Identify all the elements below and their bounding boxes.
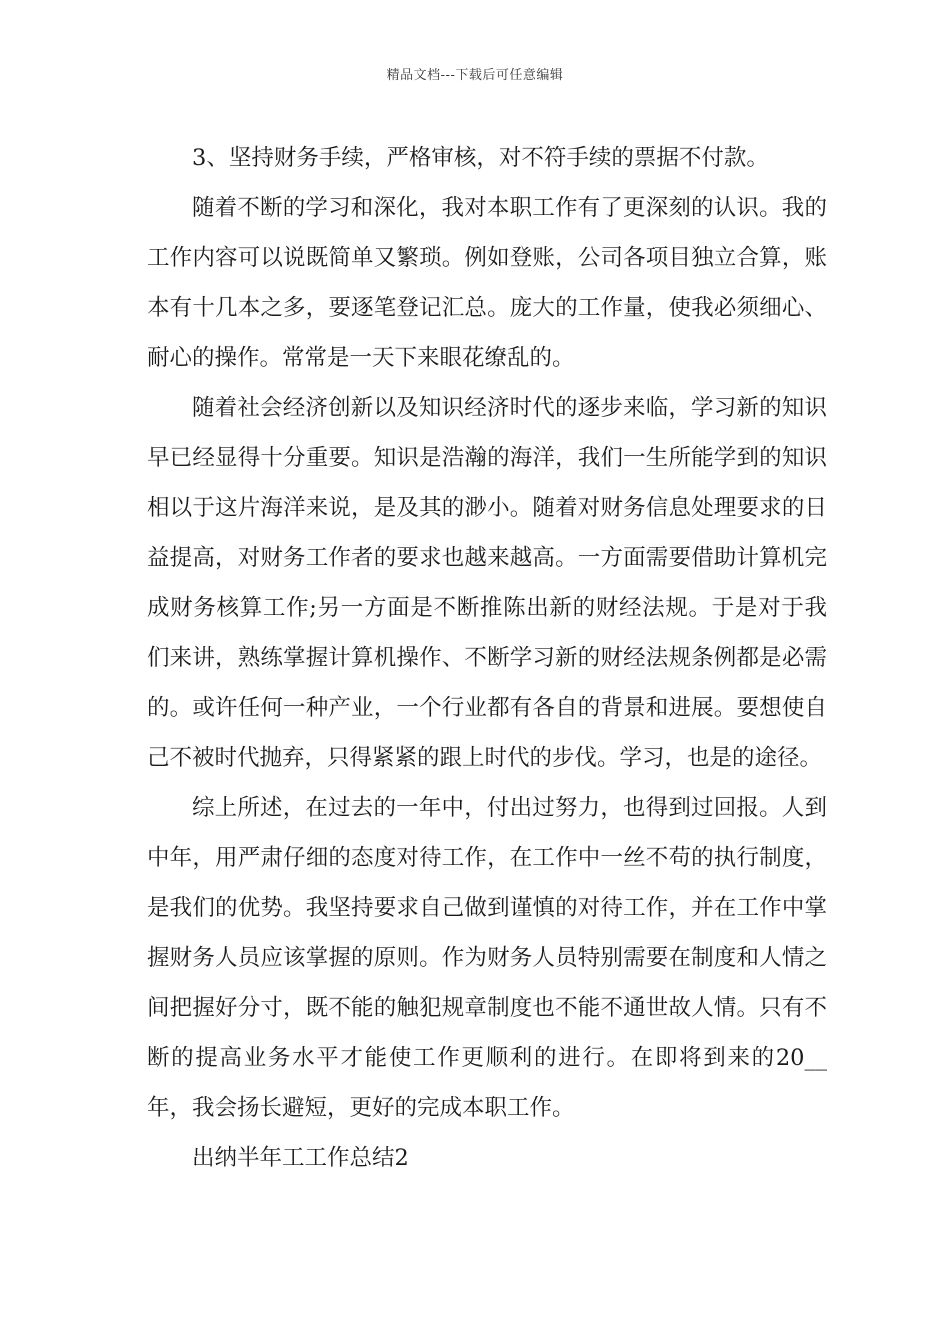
document-body	[147, 133, 827, 1183]
paragraph-2: 随着不断的学习和深化，我对本职工作有了更深刻的认识。我的工作内容可以说既简单又繁琐。例如登账，公司各项目独立合算，账本有十几本之多，要逐笔登记汇总。庞大的工作量，使我必须细心、耐心的操作。常常是一天下来眼花缭乱的。	[147, 195, 827, 371]
paragraph-3: 随着社会经济创新以及知识经济时代的逐步来临，学习新的知识早已经显得十分重要。知识是浩瀚的海洋，我们一生所能学到的知识相以于这片海洋来说，是及其的渺小。随着对财务信息处理要求的日益提高，对财务工作者的要求也越来越高。一方面需要借助计算机完成财务核算工作;另一方面是不断推陈出新的财经法规。于是对于我们来讲，熟练掌握计算机操作、不断学习新的财经法规条例都是必需的。或许任何一种产业，一个行业都有各自的背景和进展。要想使自己不被时代抛弃，只得紧紧的跟上时代的步伐。学习，也是的途径。	[147, 395, 827, 771]
page-header: 精品文档---下载后可任意编辑	[386, 68, 564, 83]
section-title: 出纳半年工工作总结2	[192, 1145, 409, 1171]
paragraph-1: 3、坚持财务手续，严格审核，对不符手续的票据不付款。	[192, 145, 769, 171]
paragraph-4: 综上所述，在过去的一年中，付出过努力，也得到过回报。人到中年，用严肃仔细的态度对待工作，在工作中一丝不苟的执行制度，是我们的优势。我坚持要求自己做到谨慎的对待工作，并在工作中掌握财务人员应该掌握的原则。作为财务人员特别需要在制度和人情之间把握好分寸，既不能的触犯规章制度也不能不通世故人情。只有不断的提高业务水平才能使工作更顺利的进行。在即将到来的20__年，我会扬长避短，更好的完成本职工作。	[147, 795, 827, 1121]
